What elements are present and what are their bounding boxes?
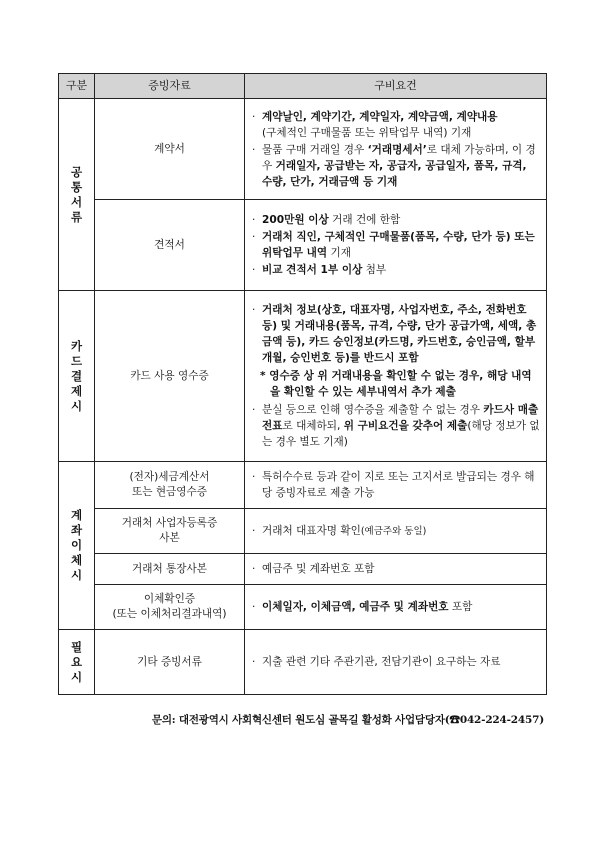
list-item: · 계약날인, 계약기간, 계약일자, 계약금액, 계약내용 (구체적인 구매물품 또는 위탁업무 내역) 기재: [252, 109, 540, 141]
req-business-registration: [245, 509, 547, 554]
header-document: 증빙자료: [95, 74, 245, 99]
req-card: [245, 291, 547, 462]
header-row: [59, 74, 547, 99]
req-tax-invoice: [245, 462, 547, 509]
category-common: 공 통 서 류: [59, 99, 95, 291]
list-item: · 물품 구매 거래일 경우 ‘거래명세서’로 대체 가능하며, 이 경우 거래일자, 공급받는 자, 공급자, 공급일자, 품목, 규격, 수량, 단가, 거래금액 등 기재: [252, 142, 540, 190]
requirements-table: [58, 73, 547, 695]
list-item: · 이체일자, 이체금액, 예금주 및 계좌번호 포함: [252, 599, 540, 615]
list-item: · 분실 등으로 인해 영수증을 제출할 수 없는 경우 카드사 매출전표로 대체하되, 위 구비요건을 갖추어 제출(해당 정보가 없는 경우 별도 기재): [252, 402, 540, 450]
category-card: 카 드 결 제 시: [59, 291, 95, 462]
doc-contract: 계약서: [95, 99, 245, 200]
list-item: · 비교 견적서 1부 이상 첨부: [252, 262, 540, 278]
table-row: [59, 554, 547, 585]
list-item: · 특허수수료 등과 같이 지로 또는 고지서로 발급되는 경우 해당 증빙자료로 제출 가능: [252, 469, 540, 501]
category-transfer: 계 좌 이 체 시: [59, 462, 95, 630]
list-item: · 거래처 직인, 구체적인 구매물품(품목, 수량, 단가 등) 또는 위탁업무 내역 기재: [252, 229, 540, 261]
header-requirements: 구비요건: [245, 74, 547, 99]
table-row: [59, 291, 547, 462]
doc-bankbook: 거래처 통장사본: [95, 554, 245, 585]
table-row: [59, 509, 547, 554]
req-contract: [245, 99, 547, 200]
table-row: [59, 99, 547, 200]
table-row: [59, 585, 547, 630]
list-item: · 지출 관련 기타 주관기관, 전담기관이 요구하는 자료: [252, 654, 540, 670]
table-row: [59, 200, 547, 291]
header-category: 구분: [59, 74, 95, 99]
list-item: · 예금주 및 계좌번호 포함: [252, 561, 540, 577]
req-bankbook: [245, 554, 547, 585]
doc-other: 기타 증빙서류: [95, 630, 245, 695]
req-estimate: [245, 200, 547, 291]
doc-business-registration: 거래처 사업자등록증 사본: [95, 509, 245, 554]
category-other: 필 요 시: [59, 630, 95, 695]
doc-tax-invoice: (전자)세금계산서 또는 현금영수증: [95, 462, 245, 509]
card-note: * 영수증 상 위 거래내용을 확인할 수 없는 경우, 해당 내역을 확인할 수 있는 세부내역서 추가 제출: [260, 370, 532, 398]
list-item: · 거래처 대표자명 확인(예금주와 동일): [252, 523, 540, 540]
table-row: [59, 462, 547, 509]
table-row: [59, 630, 547, 695]
list-item: · 200만원 이상 거래 건에 한함: [252, 212, 540, 228]
doc-estimate: 견적서: [95, 200, 245, 291]
doc-transfer-confirmation: 이체확인증 (또는 이체처리결과내역): [95, 585, 245, 630]
req-transfer-confirmation: [245, 585, 547, 630]
doc-card-receipt: 카드 사용 영수증: [95, 291, 245, 462]
phone-icon: ☎: [449, 714, 460, 726]
req-other: [245, 630, 547, 695]
contact-info: 문의: 대전광역시 사회혁신센터 원도심 골목길 활성화 사업담당자(☎042-224-2457): [151, 714, 544, 726]
list-item: · 거래처 정보(상호, 대표자명, 사업자번호, 주소, 전화번호 등) 및 거래내용(품목, 규격, 수량, 단가 공급가액, 세액, 총 금액 등), 카드 승인정보(카드명, 카드번호, 승인금액, 할부개월, 승인번호 등)를 반드시 포함: [252, 302, 540, 366]
